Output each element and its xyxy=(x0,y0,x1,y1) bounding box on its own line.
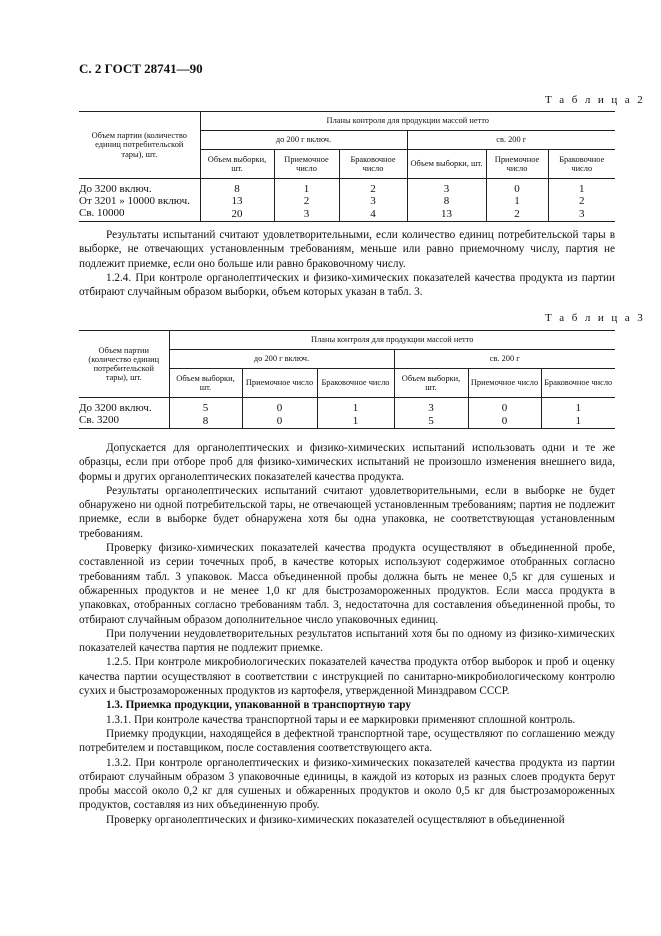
paragraph: Приемку продукции, находящейся в дефектной транспортной таре, осуществляют по соглашению между потребителем и поставщиком, после составления соответствующего акта. xyxy=(79,727,615,755)
table2-cell: 3 xyxy=(339,195,407,207)
table2-group1: до 200 г включ. xyxy=(200,131,407,150)
table2-sub-3: Браковочное число xyxy=(339,150,407,179)
table-2 xyxy=(79,111,615,222)
table2-row-label: От 3201 » 10000 включ. xyxy=(79,195,190,207)
text-block-2 xyxy=(79,441,615,827)
paragraph: Допускается для органолептических и физико-химических испытаний использовать одни и те же образцы, если при отборе проб для физико-химических испытаний не произошло изменения внешнего вида, формы и других органолептических показателей качества продукта. xyxy=(79,442,615,483)
table-3 xyxy=(79,330,615,429)
table3-group1: до 200 г включ. xyxy=(169,350,394,369)
paragraph: Результаты органолептических испытаний считают удовлетворительными, если в выборке не будет обнаружено ни одной потребительской тары, не отвечающей установленным требованиям; партия не подлежит приемке, если в выборке будет обнаружена хотя бы одна упаковка, не соответствующая установленным требованиям. xyxy=(79,484,615,540)
paragraph: 1.2.4. При контроле органолептических и физико-химических показателей качества продукта из партии отбирают случайным образом выборки, объем которых указан в табл. 3. xyxy=(79,271,615,299)
table3-cell: 5 xyxy=(169,398,242,415)
table2-cell: 4 xyxy=(339,207,407,222)
table3-sub-4: Объем выборки, шт. xyxy=(394,369,468,398)
table3-cell: 1 xyxy=(317,414,394,429)
table2-cell: 2 xyxy=(548,195,615,207)
table3-plans-header: Планы контроля для продукции массой нетто xyxy=(169,331,615,350)
table3-row-label: До 3200 включ. xyxy=(79,402,152,414)
table3-caption: Т а б л и ц а 3 xyxy=(545,312,646,324)
table3-cell: 0 xyxy=(242,398,317,415)
table2-col-lot: Объем партии (количество единиц потребительской тары), шт. xyxy=(79,112,200,179)
table2-cell: 3 xyxy=(407,179,486,196)
table2-cell: 13 xyxy=(407,207,486,222)
page-header: С. 2 ГОСТ 28741—90 xyxy=(79,61,203,76)
table-row xyxy=(79,414,615,429)
table2-row-label: Св. 10000 xyxy=(79,207,125,219)
table3-col-lot: Объем партии (количество единиц потребительской тары), шт. xyxy=(79,331,169,398)
table3-cell: 0 xyxy=(242,414,317,429)
table3-row-label: Св. 3200 xyxy=(79,414,120,426)
paragraph: Результаты испытаний считают удовлетворительными, если количество единиц потребительской тары в выборке, не отвечающих установленным требованиям, меньше или равно приемочному числу, партия не подлежит приемке, если оно больше или равно браковочному числу. xyxy=(79,229,615,270)
table3-cell: 3 xyxy=(394,398,468,415)
table3-sub-5: Приемочное число xyxy=(468,369,541,398)
table3-cell: 0 xyxy=(468,398,541,415)
table2-sub-1: Объем выборки, шт. xyxy=(200,150,274,179)
paragraph: Проверку органолептических и физико-химических показателей осуществляют в объединенной xyxy=(106,813,565,826)
table3-cell: 1 xyxy=(317,398,394,415)
table2-cell: 1 xyxy=(274,179,339,196)
table2-cell: 0 xyxy=(486,179,548,196)
table2-sub-5: Приемочное число xyxy=(486,150,548,179)
table2-row-label: До 3200 включ. xyxy=(79,183,152,195)
table2-cell: 3 xyxy=(274,207,339,222)
table2-cell: 2 xyxy=(274,195,339,207)
table3-cell: 1 xyxy=(541,398,615,415)
table3-sub-6: Браковочное число xyxy=(541,369,615,398)
table3-sub-1: Объем выборки, шт. xyxy=(169,369,242,398)
paragraph: 1.2.5. При контроле микробиологических показателей качества продукта отбор выборок и проб и оценку качества партии осуществляют в соответствии с инструкцией по санитарно-микробиологическому контролю сухих и быстрозамороженных продуктов из картофеля, утвержденной Минздравом СССР. xyxy=(79,656,615,698)
table3-cell: 5 xyxy=(394,414,468,429)
paragraph: 1.3.2. При контроле органолептических и физико-химических показателей качества продукта из партии отбирают случайным образом 3 упаковочные единицы, в каждой из которых из разных слоев продукта берут пробы массой около 0,2 кг для сушеных и обжаренных продуктов и около 0,5 кг для быстрозамороженных продуктов, составляя из них объединенную пробу. xyxy=(79,756,615,812)
table-row xyxy=(79,207,615,222)
table2-cell: 13 xyxy=(200,195,274,207)
table2-cell: 20 xyxy=(200,207,274,222)
text-block-1 xyxy=(79,228,615,299)
paragraph: При получении неудовлетворительных результатов испытаний хотя бы по одному из физико-химических показателей качества партия не подлежит приемке. xyxy=(79,627,615,655)
section-heading: 1.3. Приемка продукции, упакованной в транспортную тару xyxy=(106,699,411,712)
table2-sub-6: Браковочное число xyxy=(548,150,615,179)
table-row xyxy=(79,179,615,196)
table2-plans-header: Планы контроля для продукции массой нетто xyxy=(200,112,615,131)
table3-group2: св. 200 г xyxy=(394,350,615,369)
paragraph: Проверку физико-химических показателей качества продукта осуществляют в объединенной пробе, составленной из серии точечных проб, в качестве которых используют содержимое отобранных согласно требованиям табл. 3 упаковок. Масса объединенной пробы должна быть не менее 0,5 кг для сушеных и обжаренных продуктов и не менее 1,0 кг для быстрозамороженных продуктов. Если масса продукта в упаковках, отобранных согласно требованиям табл. 3, недостаточна для составления объединенной пробы, то отбирают случайным образом дополнительное число упаковочных единиц. xyxy=(79,542,615,626)
table3-cell: 1 xyxy=(541,414,615,429)
table2-cell: 1 xyxy=(486,195,548,207)
paragraph: 1.3.1. При контроле качества транспортной тары и ее маркировки применяют сплошной контроль. xyxy=(106,713,576,726)
table3-cell: 8 xyxy=(169,414,242,429)
table2-cell: 8 xyxy=(200,179,274,196)
table2-cell: 2 xyxy=(486,207,548,222)
table2-cell: 8 xyxy=(407,195,486,207)
table3-sub-2: Приемочное число xyxy=(242,369,317,398)
table2-group2: св. 200 г xyxy=(407,131,615,150)
table2-cell: 2 xyxy=(339,179,407,196)
table-row xyxy=(79,195,615,207)
table3-cell: 0 xyxy=(468,414,541,429)
table2-cell: 1 xyxy=(548,179,615,196)
table2-cell: 3 xyxy=(548,207,615,222)
table2-caption: Т а б л и ц а 2 xyxy=(545,94,646,106)
table3-sub-3: Браковочное число xyxy=(317,369,394,398)
table2-sub-2: Приемочное число xyxy=(274,150,339,179)
table2-sub-4: Объем выборки, шт. xyxy=(407,150,486,179)
table-row xyxy=(79,398,615,415)
